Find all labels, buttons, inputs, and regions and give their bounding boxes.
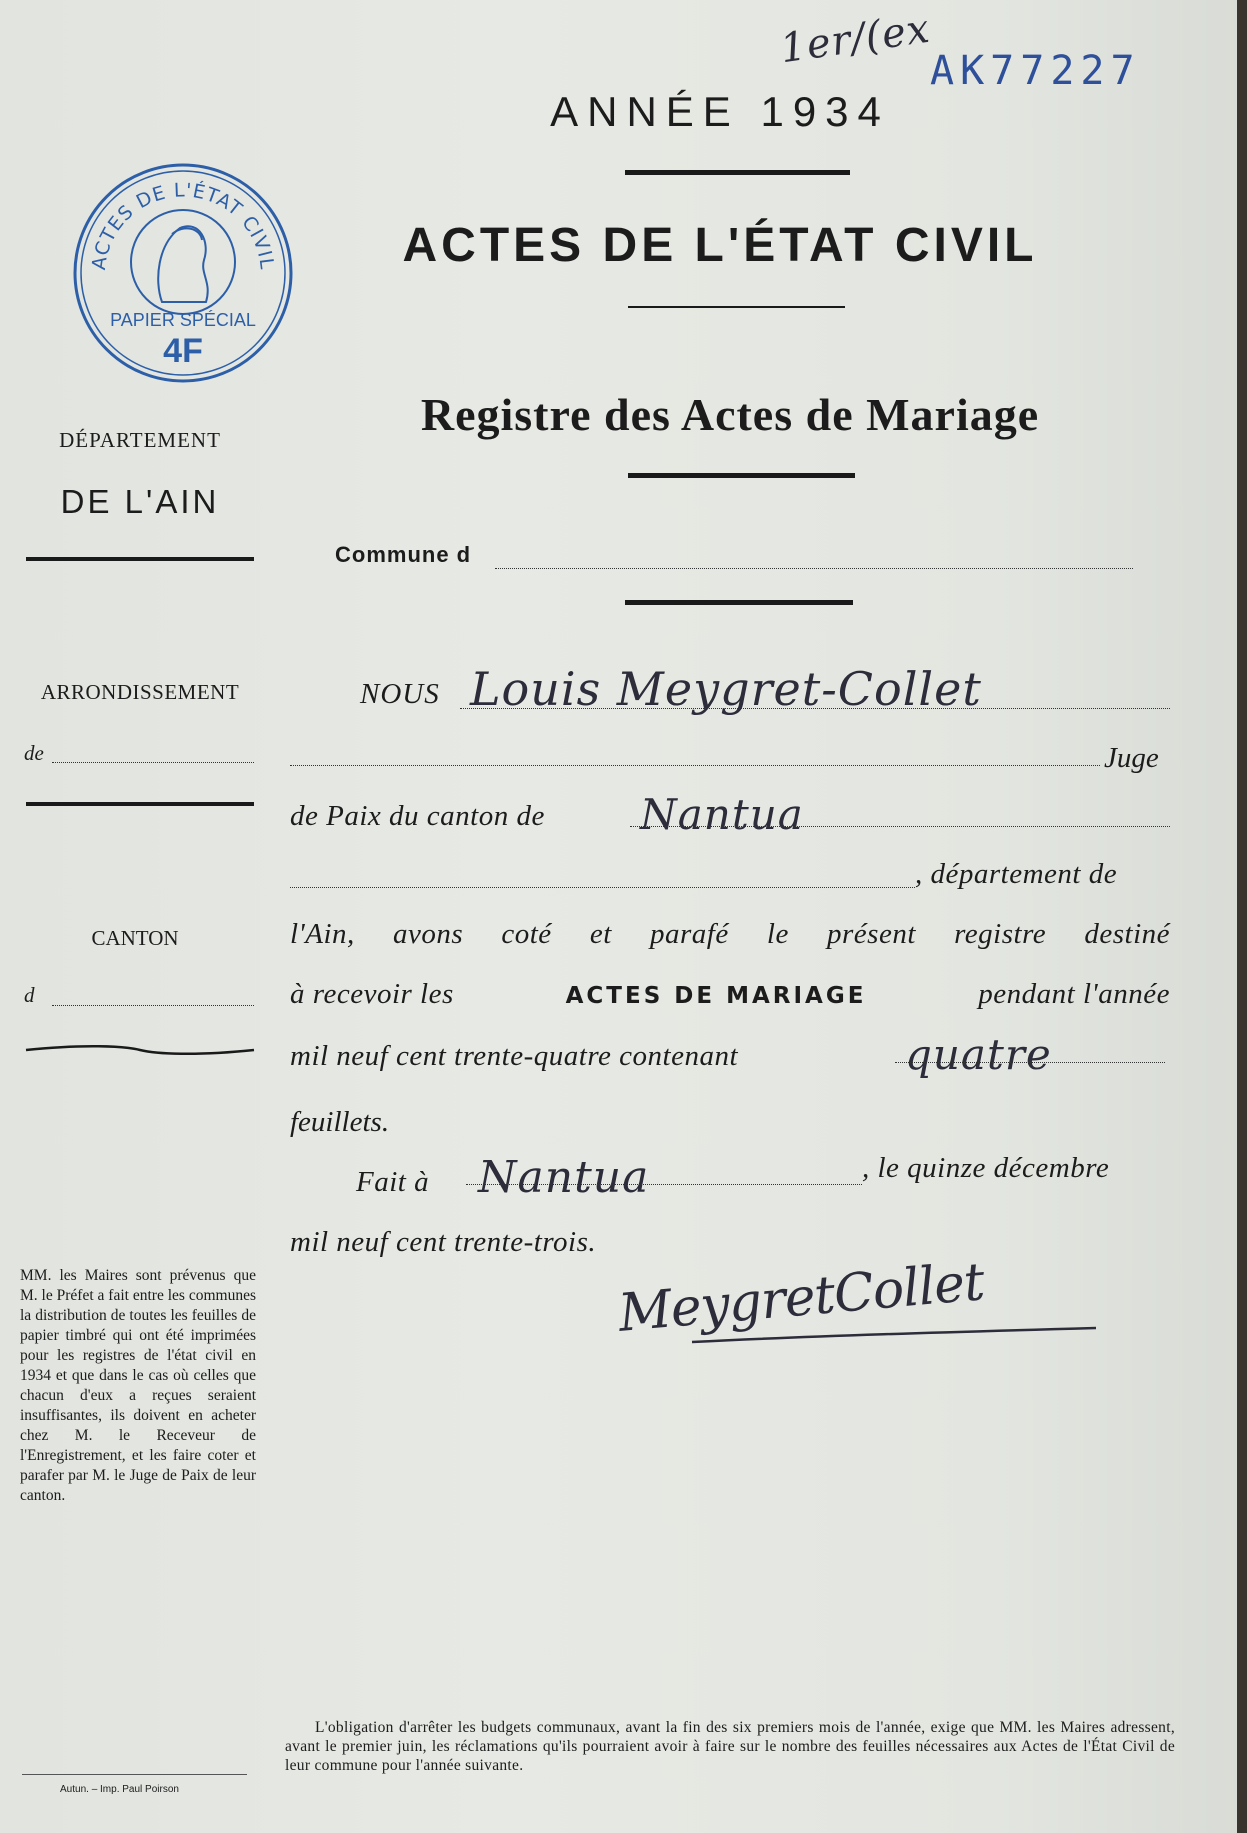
body-line-ain: l'Ain, avons coté et parafé le présent registre destiné — [290, 918, 1170, 950]
sidebar-divider — [26, 802, 254, 806]
arrondissement-field — [52, 762, 254, 763]
section-divider — [625, 600, 853, 605]
arrondissement-label: ARRONDISSEMENT — [40, 680, 240, 704]
place-handwritten: Nantua — [478, 1152, 650, 1203]
department-value: DE L'AIN — [60, 483, 220, 520]
title-divider — [628, 473, 855, 478]
feuillets-text: feuillets. — [290, 1106, 390, 1138]
mayors-notice: MM. les Maires sont prévenus que M. le Préfet a fait entre les communes la distribution de toutes les feuilles de papier timbré qui ont été imprimées pour les registres de l'état civil en 1934 et que dans le cas où celles que chacun d'eux a reçues seraient insuffisantes, ils doivent en acheter chez M. le Receveur de l'Enregistrement, et les faire coter et parafer par M. le Juge de Paix de leur canton. — [20, 1267, 256, 1504]
canton-name-field-cont — [290, 887, 915, 888]
place-field — [466, 1184, 862, 1185]
year-heading: ANNÉE 1934 — [550, 88, 890, 135]
sidebar-swash — [24, 1040, 256, 1060]
pendant-text: pendant l'année — [978, 978, 1170, 1010]
signature-underline — [690, 1318, 1100, 1348]
stamp-number: AK77227 — [930, 48, 1141, 94]
year-text: mil neuf cent trente-trois. — [290, 1226, 597, 1258]
date-text: , le quinze décembre — [862, 1152, 1110, 1184]
canton-text: de Paix du canton de — [290, 800, 545, 832]
nous-label: NOUS — [360, 678, 440, 710]
title-divider — [628, 306, 845, 308]
body-line-recevoir — [290, 978, 1170, 1011]
seal-label: PAPIER SPÉCIAL — [110, 310, 256, 330]
register-subtitle: Registre des Actes de Mariage — [420, 389, 1040, 440]
arrondissement-prefix: de — [24, 741, 44, 765]
printer-divider — [22, 1774, 247, 1775]
department-label: DÉPARTEMENT — [59, 428, 221, 452]
judge-name-field-cont — [290, 765, 1100, 766]
departement-text: , département de — [915, 858, 1118, 890]
commune-label: Commune d — [335, 542, 472, 567]
juge-label: Juge — [1104, 742, 1159, 774]
seal-price: 4F — [163, 332, 203, 370]
judge-signature: MeygretCollet — [616, 1252, 987, 1344]
canton-label: CANTON — [91, 926, 179, 950]
canton-name-field — [630, 826, 1170, 827]
canton-handwritten: Nantua — [640, 790, 804, 839]
printer-credit: Autun. – Imp. Paul Poirson — [60, 1784, 179, 1795]
canton-prefix: d — [24, 983, 35, 1007]
title-divider — [625, 170, 850, 175]
binding-edge — [1237, 0, 1247, 1833]
sidebar-divider — [26, 557, 254, 561]
actes-de-mariage-caps: ACTES DE MARIAGE — [565, 983, 867, 1009]
svg-text:ACTES DE L'ÉTAT CIVIL: ACTES DE L'ÉTAT CIVIL — [87, 179, 278, 272]
budget-notice: L'obligation d'arrêter les budgets communaux, avant la fin des six premiers mois de l'année, exige que MM. les Maires adressent, avant le premier juin, les réclamations qu'ils pourraient avoir à faire sur le nombre des feuilles nécessaires aux Actes de l'État Civil de leur commune pour l'année suivante. — [285, 1719, 1175, 1774]
count-text: mil neuf cent trente-quatre contenant — [290, 1040, 739, 1072]
fait-label: Fait à — [356, 1166, 430, 1198]
count-field — [895, 1062, 1165, 1063]
canton-field — [52, 1005, 254, 1006]
commune-field — [495, 568, 1133, 569]
tax-seal — [72, 162, 294, 384]
judge-name-handwritten: Louis Meygret-Collet — [470, 662, 982, 716]
document-title: ACTES DE L'ÉTAT CIVIL — [402, 219, 1038, 272]
recevoir-text: à recevoir les — [290, 978, 454, 1010]
count-handwritten: quatre — [905, 1030, 1052, 1079]
judge-name-field — [460, 708, 1170, 709]
handwritten-reference: 1er/(ex — [777, 5, 934, 73]
